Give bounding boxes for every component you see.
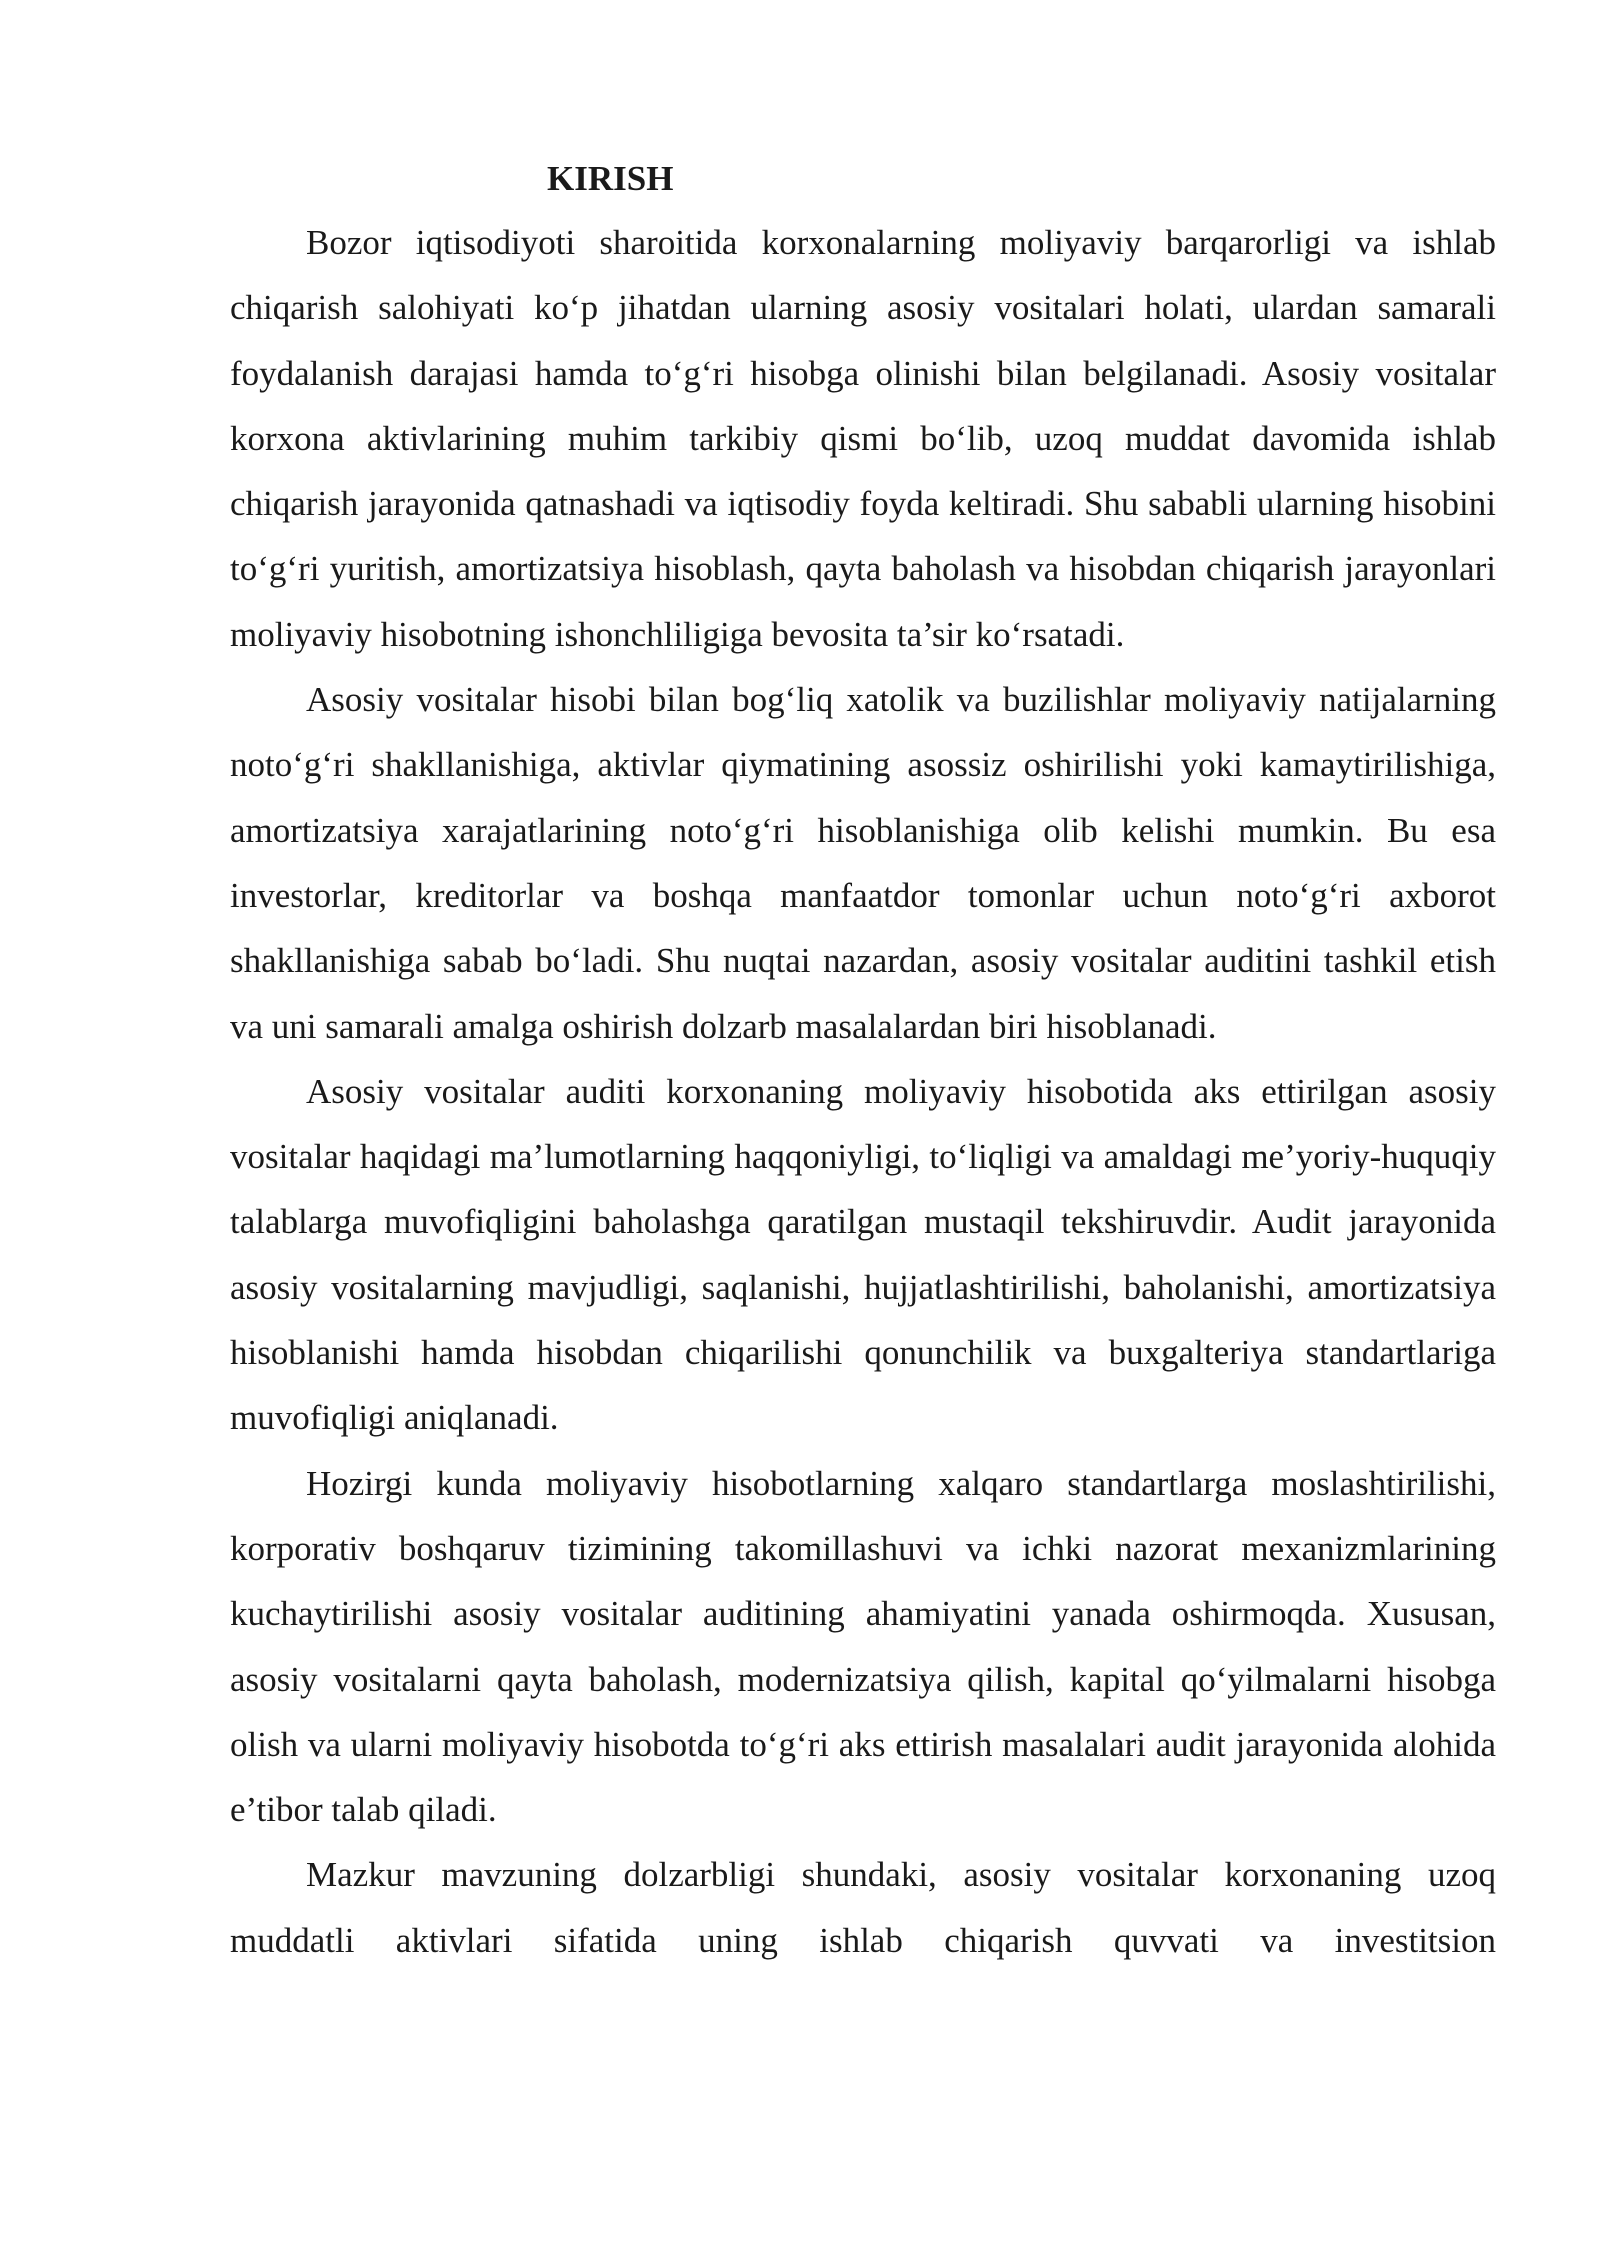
paragraph-2: Asosiy vositalar hisobi bilan bog‘liq xatolik va buzilishlar moliyaviy natijalarning noto‘g‘ri shakllanishiga, aktivlar qiymatining asossiz oshirilishi yoki kamaytirilishiga, amortizatsiya xarajatlarining noto‘g‘ri hisoblanishiga olib kelishi mumkin. Bu esa investorlar, kreditorlar va boshqa manfaatdor tomonlar uchun noto‘g‘ri axborot shakllanishiga sabab bo‘ladi. Shu nuqtai nazardan, asosiy vositalar auditini tashkil etish va uni samarali amalga oshirish dolzarb masalalardan biri hisoblanadi. bbox=[230, 680, 1496, 1046]
paragraph-4: Hozirgi kunda moliyaviy hisobotlarning xalqaro standartlarga moslashtirilishi, korporativ boshqaruv tizimining takomillashuvi va ichki nazorat mexanizmlarining kuchaytirilishi asosiy vositalar auditining ahamiyatini yanada oshirmoqda. Xususan, asosiy vositalarni qayta baholash, modernizatsiya qilish, kapital qo‘yilmalarni hisobga olish va ularni moliyaviy hisobotda to‘g‘ri aks ettirish masalalari audit jarayonida alohida e’tibor talab qiladi. bbox=[230, 1463, 1496, 1830]
document-body bbox=[230, 148, 1496, 1973]
paragraph-1: Bozor iqtisodiyoti sharoitida korxonalarning moliyaviy barqarorligi va ishlab chiqarish salohiyati ko‘p jihatdan ularning asosiy vositalari holati, ulardan samarali foydalanish darajasi hamda to‘g‘ri hisobga olinishi bilan belgilanadi. Asosiy vositalar korxona aktivlarining muhim tarkibiy qismi bo‘lib, uzoq muddat davomida ishlab chiqarish jarayonida qatnashadi va iqtisodiy foyda keltiradi. Shu sababli ularning hisobini to‘g‘ri yuritish, amortizatsiya hisoblash, qayta baholash va hisobdan chiqarish jarayonlari moliyaviy hisobotning ishonchliligiga bevosita ta’sir ko‘rsatadi. bbox=[230, 223, 1496, 654]
paragraph-5: Mazkur mavzuning dolzarbligi shundaki, asosiy vositalar korxonaning uzoq muddatli aktivlari sifatida uning ishlab chiqarish quvvati va investitsion bbox=[230, 1855, 1496, 1960]
section-heading: KIRISH bbox=[547, 159, 674, 198]
paragraph-3: Asosiy vositalar auditi korxonaning moliyaviy hisobotida aks ettirilgan asosiy vositalar haqidagi ma’lumotlarning haqqoniyligi, to‘liqligi va amaldagi me’yoriy-huquqiy talablarga muvofiqligini baholashga qaratilgan mustaqil tekshiruvdir. Audit jarayonida asosiy vositalarning mavjudligi, saqlanishi, hujjatlashtirilishi, baholanishi, amortizatsiya hisoblanishi hamda hisobdan chiqarilishi qonunchilik va buxgalteriya standartlariga muvofiqligi aniqlanadi. bbox=[230, 1071, 1496, 1438]
